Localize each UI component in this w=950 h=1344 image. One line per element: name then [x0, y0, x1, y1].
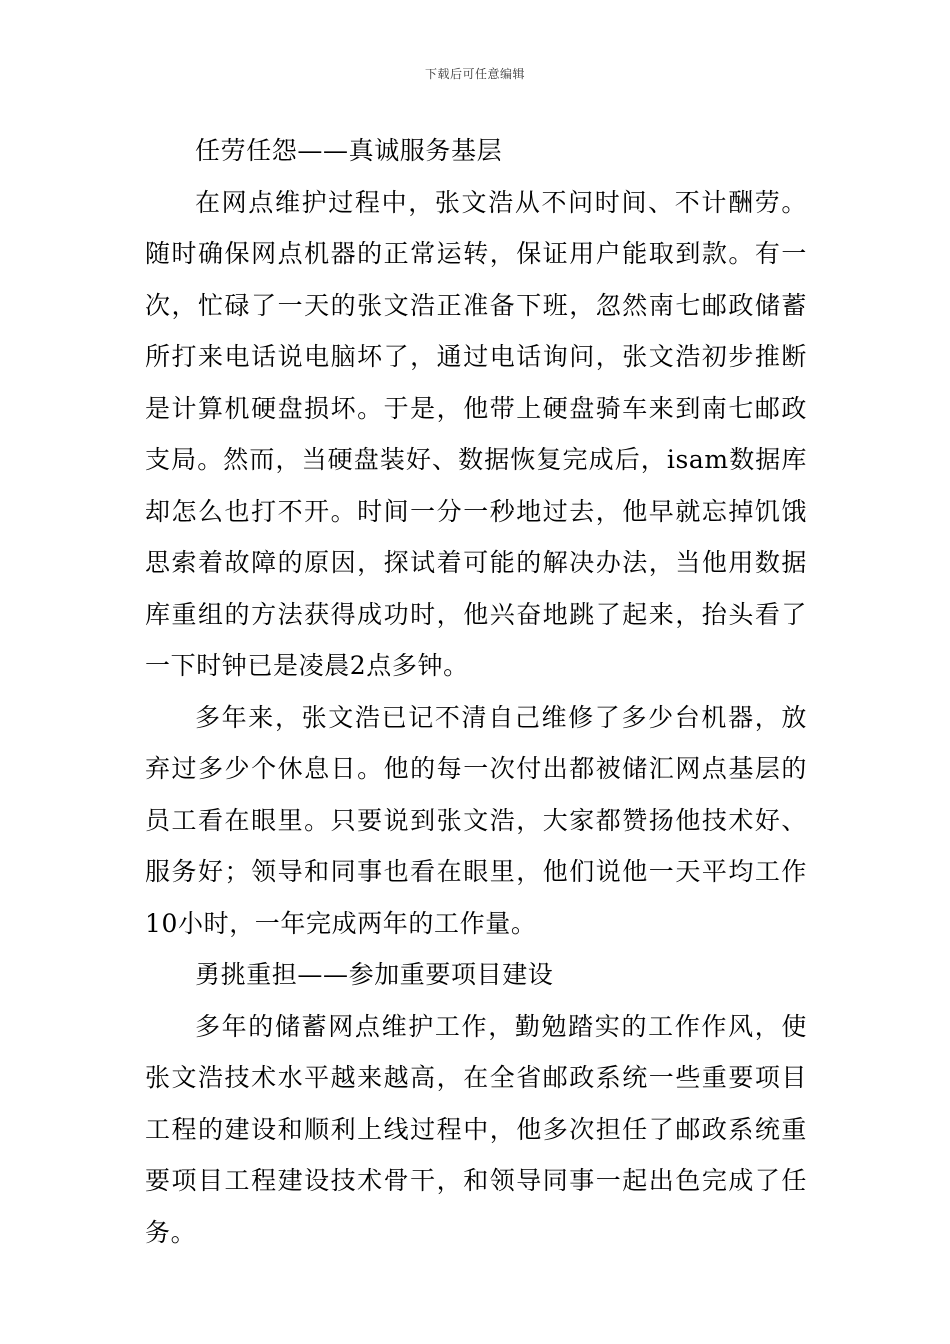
- paragraph-key-projects: 多年的储蓄网点维护工作，勤勉踏实的工作作风，使张文浩技术水平越来越高，在全省邮政系统一些重要项目工程的建设和顺利上线过程中，他多次担任了邮政系统重要项目工程建设技术骨干，和领导同事一起出色完成了任务。: [145, 1011, 807, 1247]
- paragraph-years-of-service: 多年来，张文浩已记不清自己维修了多少台机器，放弃过多少个休息日。他的每一次付出都被储汇网点基层的员工看在眼里。只要说到张文浩，大家都赞扬他技术好、服务好；领导和同事也看在眼里，他们说他一天平均工作10小时，一年完成两年的工作量。: [145, 702, 807, 938]
- section-heading-key-projects: 勇挑重担——参加重要项目建设: [195, 960, 554, 989]
- paragraph-maintenance-story: 在网点维护过程中，张文浩从不问时间、不计酬劳。随时确保网点机器的正常运转，保证用户能取到款。有一次，忙碌了一天的张文浩正准备下班，忽然南七邮政储蓄所打来电话说电脑坏了，通过电话询问，张文浩初步推断是计算机硬盘损坏。于是，他带上硬盘骑车来到南七邮政支局。然而，当硬盘装好、数据恢复完成后，isam数据库却怎么也打不开。时间一分一秒地过去，他早就忘掉饥饿思索着故障的原因，探试着可能的解决办法，当他用数据库重组的方法获得成功时，他兴奋地跳了起来，抬头看了一下时钟已是凌晨2点多钟。: [145, 187, 807, 680]
- document-body: [145, 125, 807, 1258]
- header-note: 下载后可任意编辑: [424, 67, 525, 81]
- section-heading-dedication: 任劳任怨——真诚服务基层: [195, 136, 503, 165]
